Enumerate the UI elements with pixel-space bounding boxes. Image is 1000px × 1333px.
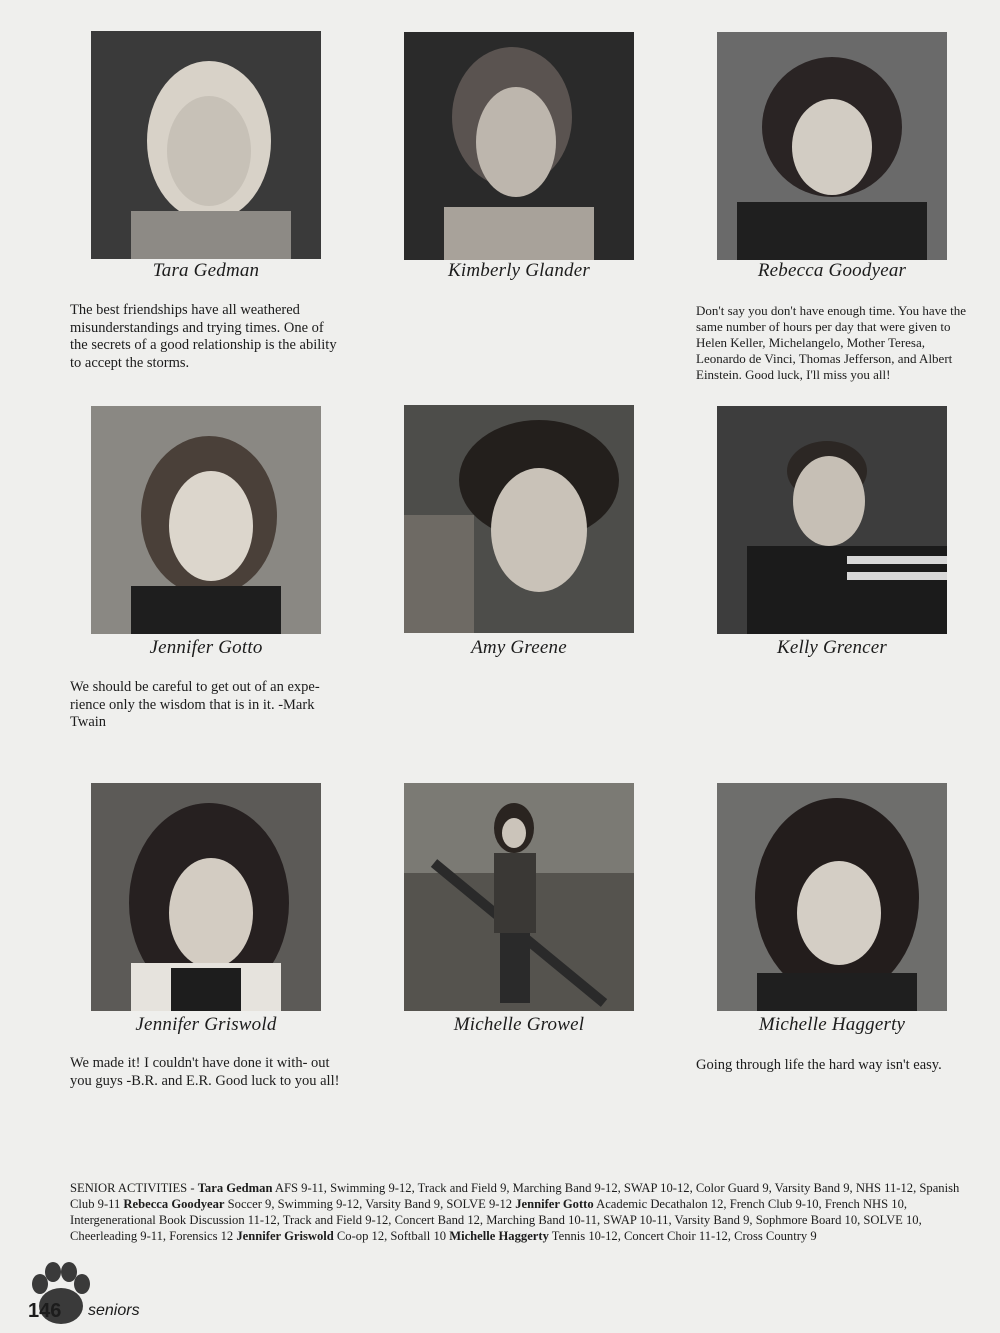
activities-heading: SENIOR ACTIVITIES - [70, 1181, 198, 1195]
activity-text: AFS 9-11, Swimming 9-12, Track and Field 9, Marching Band 9-12, SWAP 10-12, Color Guard 9, Varsity Band 9, NHS 11-12, Spanish Club 9-11 [70, 1181, 960, 1211]
portrait-michelle-haggerty [717, 783, 947, 1011]
page-number: 146 [28, 1300, 62, 1322]
student-name: Kimberly Glander [448, 260, 590, 281]
student-name: Tara Gedman [152, 260, 260, 281]
student-name: Amy Greene [471, 637, 567, 658]
portrait-tara-gedman [91, 31, 321, 259]
activity-text: Co-op 12, Softball 10 [333, 1229, 450, 1243]
activity-text: Soccer 9, Swimming 9-12, Varsity Band 9, SOLVE 9-12 [224, 1197, 516, 1211]
portrait-michelle-growel [404, 783, 634, 1011]
student-name: Michelle Haggerty [758, 1014, 906, 1035]
student-name: Kelly Grencer [776, 637, 888, 658]
portrait-jennifer-gotto [91, 406, 321, 634]
portrait-jennifer-griswold [91, 783, 321, 1011]
student-name: Jennifer Gotto [149, 637, 263, 658]
portrait-amy-greene [404, 405, 634, 633]
senior-activities [70, 1180, 970, 1244]
portrait-rebecca-goodyear [717, 32, 947, 260]
student-quote: Don't say you don't have enough time. You have the same number of hours per day that were given to Helen Keller, Michelangelo, Mother Teresa, Leonardo de Vinci, Thomas Jefferson, and Albert Einstein. Good luck, I'll miss you all! [696, 303, 967, 382]
student-quote: Going through life the hard way isn't easy. [696, 1057, 942, 1073]
activity-text: Academic Decathalon 12, French Club 9-10, French NHS 10, Intergenerational Book Discussion 11-12, Track and Field 9-12, Concert Band 12, Marching Band 10-11, SWAP 10-11, Varsity Band 9, Sophmore Board 10, SOLVE 10, Cheerleading 9-11, Forensics 12 [70, 1197, 922, 1243]
student-name: Jennifer Griswold [135, 1014, 277, 1035]
student-quote: The best friendships have all weathered misunderstandings and trying times. One of the secrets of a good relationship is the ability to accept the storms. [70, 302, 337, 371]
portrait-kelly-grencer [717, 406, 947, 634]
activity-name: Jennifer Griswold [236, 1229, 334, 1243]
activity-name: Rebecca Goodyear [123, 1197, 225, 1211]
student-name: Michelle Growel [453, 1014, 585, 1035]
section-label: seniors [88, 1302, 140, 1319]
activity-name: Jennifer Gotto [515, 1197, 594, 1211]
activity-text: Tennis 10-12, Concert Choir 11-12, Cross Country 9 [548, 1229, 817, 1243]
activity-name: Michelle Haggerty [449, 1229, 549, 1243]
portrait-kimberly-glander [404, 32, 634, 260]
student-quote: We should be careful to get out of an expe- rience only the wisdom that is in it. -Mark Twain [70, 679, 320, 730]
student-quote: We made it! I couldn't have done it with- out you guys -B.R. and E.R. Good luck to you all! [70, 1055, 340, 1089]
activity-name: Tara Gedman [197, 1181, 273, 1195]
student-name: Rebecca Goodyear [757, 260, 907, 281]
